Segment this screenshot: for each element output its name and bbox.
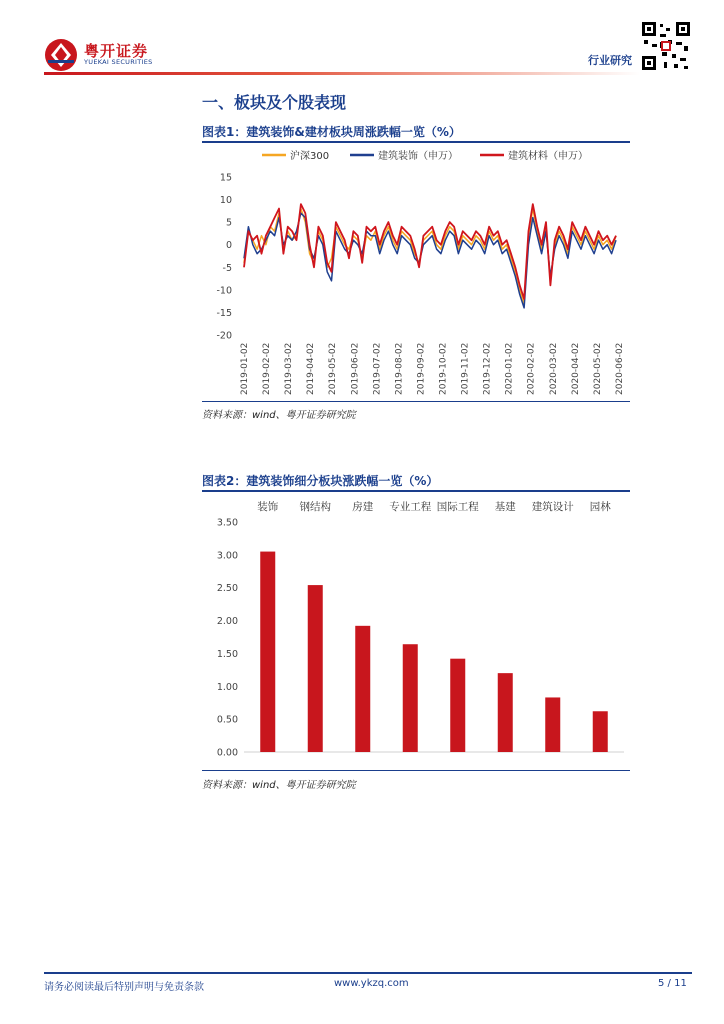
- x-tick-label: 2019-11-02: [460, 342, 471, 395]
- report-type-label: 行业研究: [588, 54, 632, 67]
- bar: [450, 659, 465, 752]
- x-tick-label: 2019-10-02: [438, 342, 449, 395]
- y-tick-label: -20: [216, 330, 232, 342]
- figure1-bottom-rule: [202, 401, 630, 402]
- series-line: [244, 204, 616, 299]
- category-label: 装饰: [257, 501, 279, 513]
- x-tick-label: 2019-08-02: [394, 342, 405, 395]
- yuekai-logo-icon: [44, 38, 82, 72]
- x-tick-label: 2019-05-02: [328, 342, 339, 395]
- figure1-source: 资料来源：wind、粤开证券研究院: [202, 410, 356, 421]
- footer-disclaimer: 请务必阅读最后特别声明与免责条款: [44, 982, 204, 993]
- x-tick-label: 2019-03-02: [284, 342, 295, 395]
- brand-name-cn: 粤开证券: [84, 42, 149, 60]
- legend-label: 建筑装饰（申万）: [378, 151, 458, 162]
- y-tick-label: 10: [219, 195, 232, 207]
- line-chart: [202, 143, 632, 401]
- category-label: 钢结构: [299, 501, 331, 513]
- bar: [260, 552, 275, 752]
- y-tick-label: 3.50: [216, 517, 238, 529]
- category-label: 园林: [589, 501, 611, 513]
- y-tick-label: 5: [225, 217, 232, 229]
- bar-chart-y-axis: [217, 518, 624, 759]
- bar-chart: [202, 492, 632, 768]
- x-tick-label: 2020-01-02: [504, 342, 515, 395]
- x-tick-label: 2019-09-02: [416, 342, 427, 395]
- series-line: [244, 209, 616, 304]
- bar: [403, 644, 418, 752]
- x-tick-label: 2019-06-02: [350, 342, 361, 395]
- bar: [545, 697, 560, 752]
- legend-label: 建筑材料（申万）: [508, 151, 588, 162]
- y-tick-label: -10: [216, 285, 232, 297]
- section-title: 一、板块及个股表现: [202, 93, 347, 112]
- figure2-source: 资料来源：wind、粤开证券研究院: [202, 780, 356, 791]
- category-label: 国际工程: [436, 501, 479, 513]
- category-label: 建筑设计: [531, 501, 574, 513]
- category-label: 房建: [352, 501, 374, 513]
- y-tick-label: 0: [225, 240, 232, 252]
- x-tick-label: 2020-05-02: [592, 342, 603, 395]
- figure2-bottom-rule: [202, 770, 630, 771]
- legend-label: 沪深300: [290, 151, 330, 162]
- footer-page-number: 5 / 11: [658, 978, 687, 989]
- x-tick-label: 2020-03-02: [548, 342, 559, 395]
- y-tick-label: 2.00: [216, 616, 238, 628]
- line-chart-series: [244, 204, 616, 308]
- y-tick-label: 2.50: [216, 583, 238, 595]
- x-tick-label: 2019-07-02: [372, 342, 383, 395]
- x-tick-label: 2019-01-02: [240, 342, 250, 395]
- y-tick-label: -15: [216, 307, 232, 319]
- y-tick-label: 3.00: [216, 550, 238, 562]
- footer-url: www.ykzq.com: [334, 978, 409, 989]
- header-divider: [44, 72, 640, 75]
- category-label: 基建: [494, 501, 516, 513]
- y-tick-label: 1.50: [216, 648, 238, 660]
- bar-chart-category-labels: [257, 500, 611, 513]
- figure2-title: 图表2：建筑装饰细分板块涨跌幅一览（%）: [202, 474, 439, 488]
- category-label: 专业工程: [389, 501, 432, 513]
- y-tick-label: 0.00: [216, 747, 238, 759]
- figure1-title: 图表1：建筑装饰&建材板块周涨跌幅一览（%）: [202, 125, 461, 139]
- x-tick-label: 2019-12-02: [482, 342, 493, 395]
- y-tick-label: 0.50: [216, 714, 238, 726]
- bar: [308, 585, 323, 752]
- line-chart-legend: [262, 149, 588, 162]
- bar: [498, 673, 513, 752]
- qr-code-icon: [640, 20, 692, 72]
- x-tick-label: 2019-02-02: [262, 342, 273, 395]
- brand-name-en: YUEKAI SECURITIES: [84, 58, 153, 66]
- y-tick-label: -5: [222, 262, 232, 274]
- line-chart-y-axis: [216, 173, 232, 342]
- x-tick-label: 2020-06-02: [614, 342, 625, 395]
- x-tick-label: 2020-04-02: [570, 342, 581, 395]
- footer-divider: [44, 972, 692, 974]
- y-tick-label: 1.00: [216, 681, 238, 693]
- bar: [593, 711, 608, 752]
- x-tick-label: 2019-04-02: [306, 342, 317, 395]
- y-tick-label: 15: [219, 172, 232, 184]
- bar-chart-bars: [260, 552, 608, 752]
- x-tick-label: 2020-02-02: [526, 342, 537, 395]
- line-chart-x-axis: [240, 343, 625, 395]
- bar: [355, 626, 370, 752]
